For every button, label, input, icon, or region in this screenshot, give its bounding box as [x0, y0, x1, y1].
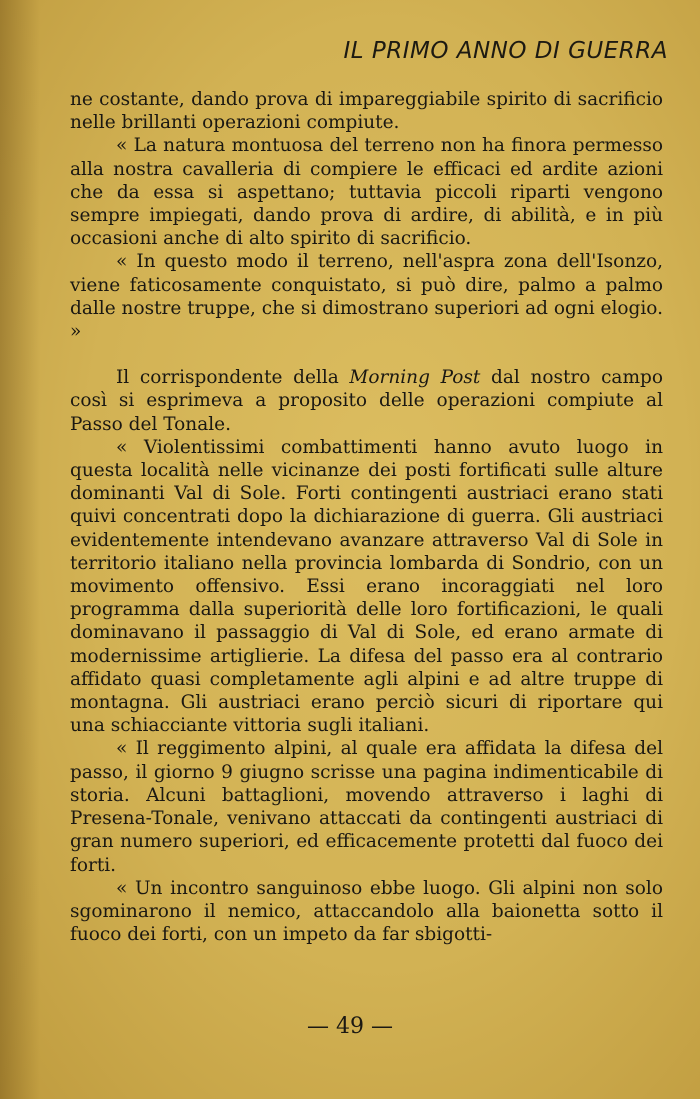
paragraph-4	[70, 366, 663, 436]
page-number: — 49 —	[307, 1014, 393, 1039]
paragraph-3: « In questo modo il terreno, nell'aspra zona dell'Isonzo, viene faticosamente conquistato, si può dire, palmo a palmo dalle nostre truppe, che si dimostrano superiori ad ogni elogio. »	[70, 251, 663, 343]
paragraph-4-end: dal nostro campo così si esprimeva a proposito delle operazioni compiute al Passo del Tonale.	[70, 367, 663, 435]
paragraph-4-start: Il corrispondente della	[116, 367, 350, 389]
body-text	[70, 88, 663, 946]
paragraph-1: ne costante, dando prova di impareggiabile spirito di sacrificio nelle brillanti operazioni compiute.	[70, 89, 663, 134]
running-title: IL PRIMO ANNO DI GUERRA	[343, 38, 668, 64]
paragraph-7: « Un incontro sanguinoso ebbe luogo. Gli alpini non solo sgominarono il nemico, attaccandolo alla baionetta sotto il fuoco dei forti, con un impeto da far sbigotti-	[70, 877, 663, 946]
page-spine-shadow	[0, 0, 40, 1099]
paragraph-6: « Il reggimento alpini, al quale era affidata la difesa del passo, il giorno 9 giugno scrisse una pagina indimenticabile di storia. Alcuni battaglioni, movendo attraverso i laghi di Presena-Tonale, venivano attaccati da contingenti austriaci di gran numero superiori, ed efficacemente protetti dal fuoco dei forti.	[70, 738, 663, 876]
newspaper-title: Morning Post	[349, 367, 481, 389]
paragraph-5: « Violentissimi combattimenti hanno avuto luogo in questa località nelle vicinanze dei posti fortificati sulle alture dominanti Val di Sole. Forti contingenti austriaci erano stati quivi concentrati dopo la dichiarazione di guerra. Gli austriaci evidentemente intendevano avanzare attraverso Val di Sole in territorio italiano nella provincia lombarda di Sondrio, con un movimento offensivo. Essi erano incoraggiati nel loro programma dalla superiorità delle loro fortificazioni, le quali dominavano il passaggio di Val di Sole, ed erano armate di modernissime artiglierie. La difesa del passo era al contrario affidato quasi completamente agli alpini e ad altre truppe di montagna. Gli austriaci erano perciò sicuri di riportare qui una schiacciante vittoria sugli italiani.	[70, 436, 663, 737]
paragraph-2: « La natura montuosa del terreno non ha finora permesso alla nostra cavalleria di compiere le efficaci ed ardite azioni che da essa si aspettano; tuttavia piccoli riparti vengono sempre impiegati, dando prova di ardire, di abilità, e in più occasioni anche di alto spirito di sacrificio.	[70, 135, 663, 250]
